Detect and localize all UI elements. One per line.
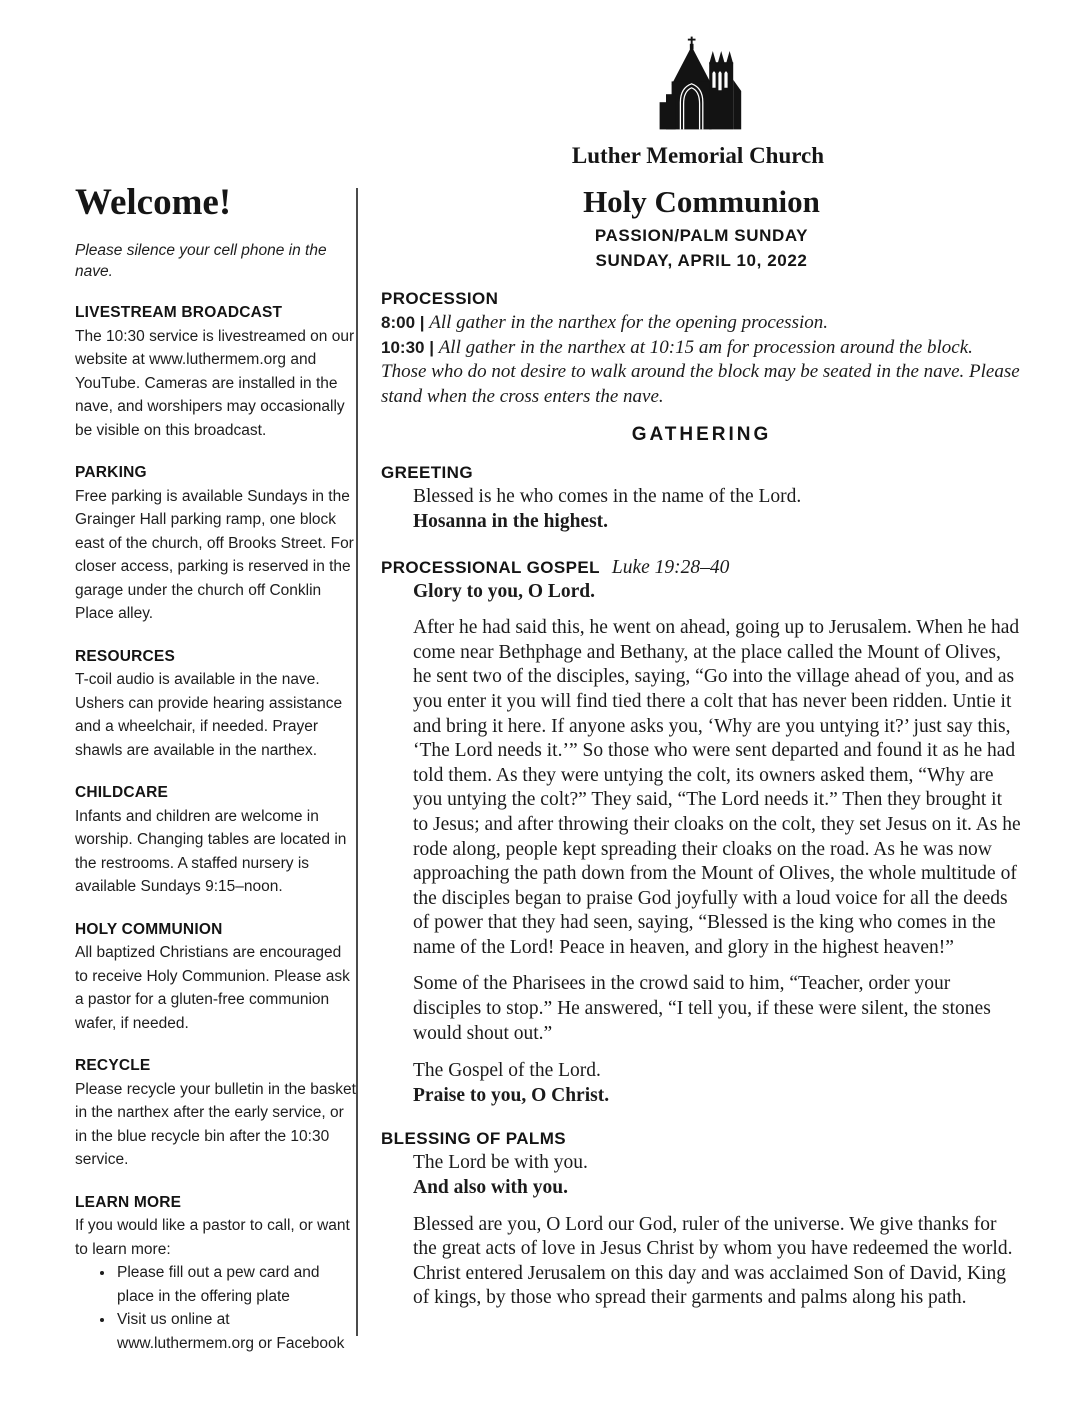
service-column: [381, 185, 1022, 1311]
section-heading: HOLY COMMUNION: [75, 920, 223, 938]
learn-more-bullets: [75, 1261, 356, 1355]
section-heading: RECYCLE: [75, 1057, 151, 1074]
church-building-icon: [642, 26, 754, 140]
greeting-response: Hosanna in the highest.: [413, 510, 609, 532]
section-heading: PARKING: [75, 464, 147, 481]
gospel-closing-versicle: The Gospel of the Lord.: [413, 1060, 601, 1082]
procession-item-800: [381, 311, 1022, 336]
bullet-item: • Visit us online at www.luthermem.org or Facebook: [115, 1308, 356, 1355]
section-body: Infants and children are welcome in worship. Changing tables are located in the restrooms. A staffed nursery is available Sundays 9:15–noon.: [75, 807, 347, 895]
procession-section: [381, 287, 1022, 409]
section-heading: RESOURCES: [75, 647, 175, 665]
section-livestream: [75, 301, 356, 442]
section-heading: LIVESTREAM BROADCAST: [75, 304, 283, 321]
section-childcare: [75, 781, 356, 899]
gospel-closing: [381, 1059, 1022, 1108]
section-heading: CHILDCARE: [75, 784, 169, 801]
procession-text: All gather in the narthex at 10:15 am for procession around the block. Those who do not desire to walk around the block may be seated in the nave. Please stand when the cross enters the nave.: [381, 336, 1020, 407]
section-resources: [75, 645, 356, 763]
section-recycle: [75, 1054, 356, 1172]
greeting-versicle: Blessed is he who comes in the name of the Lord.: [413, 486, 802, 508]
gospel-heading: PROCESSIONAL GOSPEL: [381, 557, 600, 577]
gospel-paragraph: After he had said this, he went on ahead, going up to Jerusalem. When he had come near Bethphage and Bethany, at the place called the Mount of Olives, he sent two of the disciples, saying, “Go into the village ahead of you, and as you enter it you will find tied there a colt that has never been ridden. Untie it and bring it here. If anyone asks you, ‘Why are you untying it?’ just say this, ‘The Lord needs it.’” So those who were sent departed and found it as he had told them. As they were untying the colt, its owners asked them, “Why are you untying the colt?” They said, “The Lord needs it.” Then they brought it to Jesus; and after throwing their cloaks on the colt, they set Jesus on it. As he rode along, people kept spreading their cloaks on the road. As he was now approaching the path down from the Mount of Olives, the whole multitude of the disciples began to praise God joyfully with a loud voice for all the deeds of power that they had seen, saying, “Blessed is the king who comes in the name of the Lord! Peace in heaven, and glory in the highest heaven!”: [413, 617, 1021, 958]
bullet-item: • Please fill out a pew card and place in the offering plate: [115, 1261, 356, 1308]
section-body: All baptized Christians are encouraged to receive Holy Communion. Please ask a pastor for a gluten-free communion wafer, if needed.: [75, 944, 350, 1032]
welcome-title: Welcome!: [75, 182, 232, 223]
gospel-paragraph: Some of the Pharisees in the crowd said to him, “Teacher, order your disciples to stop.” He answered, “I tell you, if these were silent, the stones would shout out.”: [413, 973, 991, 1044]
section-heading: LEARN MORE: [75, 1193, 182, 1211]
section-body: If you would like a pastor to call, or want to learn more:: [75, 1217, 350, 1258]
section-body: Please recycle your bulletin in the basket in the narthex after the early service, or in the blue recycle bin after the 10:30 service.: [75, 1080, 356, 1168]
section-learn-more: [75, 1191, 356, 1356]
greeting-section: [381, 461, 1022, 534]
gospel-heading-row: [381, 556, 1022, 580]
procession-time: 8:00 |: [381, 313, 430, 332]
gospel-acclamation: Glory to you, O Lord.: [413, 580, 596, 602]
procession-heading: PROCESSION: [381, 289, 499, 308]
church-logo-block: [558, 26, 838, 169]
silence-phone-note: Please silence your cell phone in the nave.: [75, 242, 327, 280]
blessing-versicle: The Lord be with you.: [413, 1152, 588, 1174]
procession-time: 10:30 |: [381, 337, 439, 357]
blessing-of-palms-section: [381, 1127, 1022, 1311]
service-title: Holy Communion: [583, 184, 820, 219]
procession-item-1030: [381, 336, 1022, 410]
processional-gospel-section: [381, 556, 1022, 1109]
gathering-heading: GATHERING: [631, 424, 772, 446]
greeting-heading: GREETING: [381, 463, 473, 483]
column-divider: [356, 188, 358, 1336]
section-body: T-coil audio is available in the nave. Ushers can provide hearing assistance and a wheelchair, if needed. Prayer shawls are available in the narthex.: [75, 671, 343, 759]
gospel-reference: Luke 19:28–40: [611, 556, 730, 578]
church-name: Luther Memorial Church: [571, 143, 825, 168]
service-subtitle-sunday: PASSION/PALM SUNDAY: [594, 226, 809, 245]
blessing-response: And also with you.: [413, 1177, 568, 1199]
procession-text: All gather in the narthex for the opening procession.: [429, 312, 829, 333]
service-date: SUNDAY, APRIL 10, 2022: [595, 251, 808, 270]
blessing-paragraph: Blessed are you, O Lord our God, ruler of the universe. We give thanks for the great acts of love in Jesus Christ by whom you have redeemed the world. Christ entered Jerusalem on this day and was acclaimed Son of David, King of kings, by those who spread their garments and palms along his path.: [413, 1213, 1013, 1309]
blessing-heading: BLESSING OF PALMS: [381, 1129, 566, 1149]
section-body: Free parking is available Sundays in the Grainger Hall parking ramp, one block east of the church, off Brooks Street. For closer access, parking is reserved in the garage under the church off Conklin Place alley.: [75, 487, 354, 622]
section-holy-communion: [75, 918, 356, 1036]
gospel-closing-response: Praise to you, O Christ.: [413, 1084, 610, 1106]
section-parking: [75, 461, 356, 626]
welcome-column: [75, 183, 356, 1355]
section-body: The 10:30 service is livestreamed on our website at www.luthermem.org and YouTube. Cameras are installed in the nave, and worshipers may occasionally be visible on this broadcast.: [75, 327, 355, 439]
